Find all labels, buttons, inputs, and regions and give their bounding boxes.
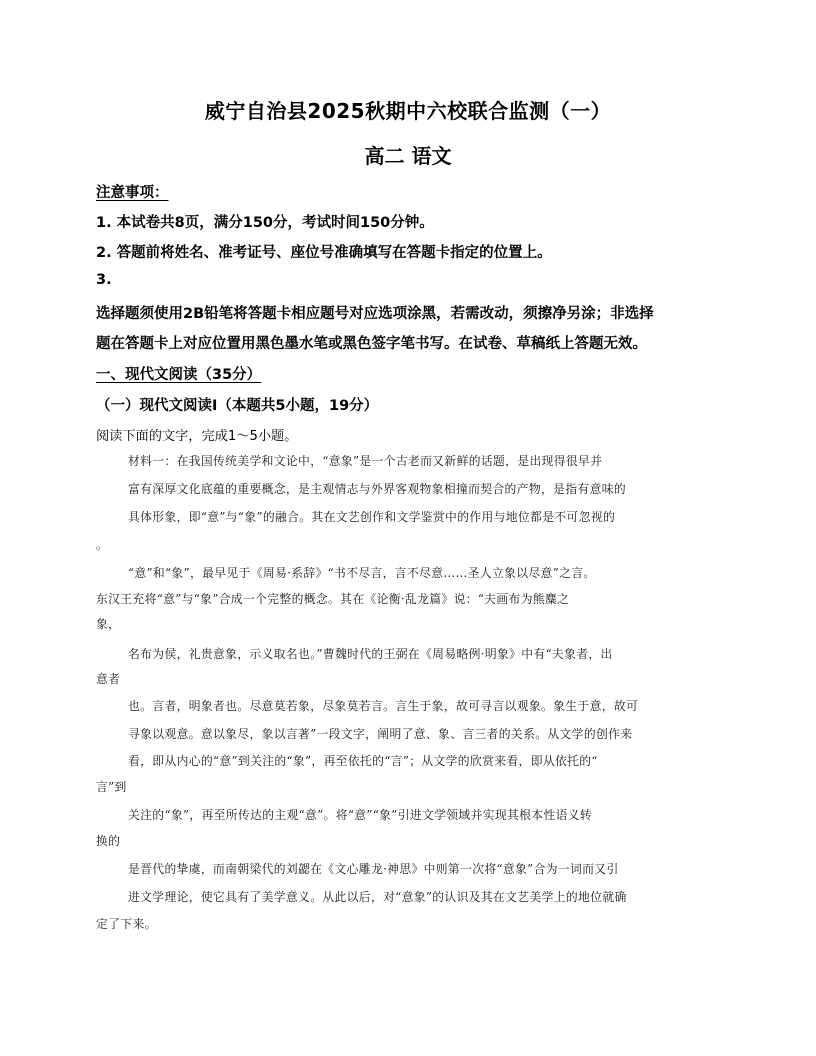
notice-item-2: 2. 答题前将姓名、准考证号、座位号准确填写在答题卡指定的位置上。	[96, 245, 552, 261]
article-line: 看，即从内心的“意”到关注的“象”，再至依托的“言”；从文学的欣赏来看，即从依托的“	[128, 754, 598, 768]
article-line: 东汉王充将“意”与“象”合成一个完整的概念。其在《论衡·乱龙篇》说：“夫画布为熊麋之	[96, 592, 570, 606]
article-line: 象，	[96, 617, 121, 631]
reading-instruction: 阅读下面的文字，完成1～5小题。	[96, 429, 298, 444]
article-line: 意者	[96, 672, 121, 686]
article-line: 富有深厚文化底蕴的重要概念，是主观情志与外界客观物象相撞而契合的产物，是指有意味的	[128, 482, 627, 496]
article-line: 具体形象，即“意”与“象”的融合。其在文艺创作和文学鉴赏中的作用与地位都是不可忽视的	[128, 510, 616, 524]
article-line: 也。言者，明象者也。尽意莫若象，尽象莫若言。言生于象，故可寻言以观象。象生于意，故可	[128, 699, 639, 713]
notice-item-3-number: 3.	[96, 272, 112, 288]
article-line: 名布为侯，礼贵意象，示义取名也。”曹魏时代的王弼在《周易略例·明象》中有“夫象者，出	[128, 647, 613, 661]
sub-section-heading: （一）现代文阅读Ⅰ（本题共5小题，19分）	[96, 398, 379, 414]
article-line: “意”和“象”，最早见于《周易·系辞》“书不尽言，言不尽意……圣人立象以尽意”之言。	[128, 566, 596, 580]
exam-subtitle: 高二 语文	[364, 144, 452, 168]
article-line: 换的	[96, 834, 121, 848]
exam-title: 威宁自治县2025秋期中六校联合监测（一）	[204, 99, 612, 123]
notice-heading: 注意事项：	[96, 185, 169, 201]
article-line: 言”到	[96, 780, 127, 794]
notice-item-3-line-2: 题在答题卡上对应位置用黑色墨水笔或黑色签字笔书写。在试卷、草稿纸上答题无效。	[96, 336, 647, 352]
article-line: 。	[96, 538, 109, 552]
article-line: 寻象以观意。意以象尽，象以言著”一段文字，阐明了意、象、言三者的关系。从文学的创作来	[128, 727, 633, 741]
article-line: 关注的“象”，再至所传达的主观“意”。将“意”“象”引进文学领域并实现其根本性语义转	[128, 808, 593, 822]
article-line: 是晋代的挚虞，而南朝梁代的刘勰在《文心雕龙·神思》中则第一次将“意象”合为一词而又引	[128, 862, 619, 876]
notice-item-1: 1. 本试卷共8页，满分150分，考试时间150分钟。	[96, 215, 434, 231]
section-heading: 一、现代文阅读（35分）	[96, 367, 262, 383]
article-line: 材料一：在我国传统美学和文论中，“意象”是一个古老而又新鲜的话题，是出现得很早并	[128, 454, 603, 468]
article-line: 定了下来。	[96, 917, 157, 931]
article-line: 进文学理论，使它具有了美学意义。从此以后，对“意象”的认识及其在文艺美学上的地位就确	[128, 890, 627, 904]
notice-item-3-line-1: 选择题须使用2B铅笔将答题卡相应题号对应选项涂黑，若需改动，须擦净另涂；非选择	[96, 306, 654, 322]
